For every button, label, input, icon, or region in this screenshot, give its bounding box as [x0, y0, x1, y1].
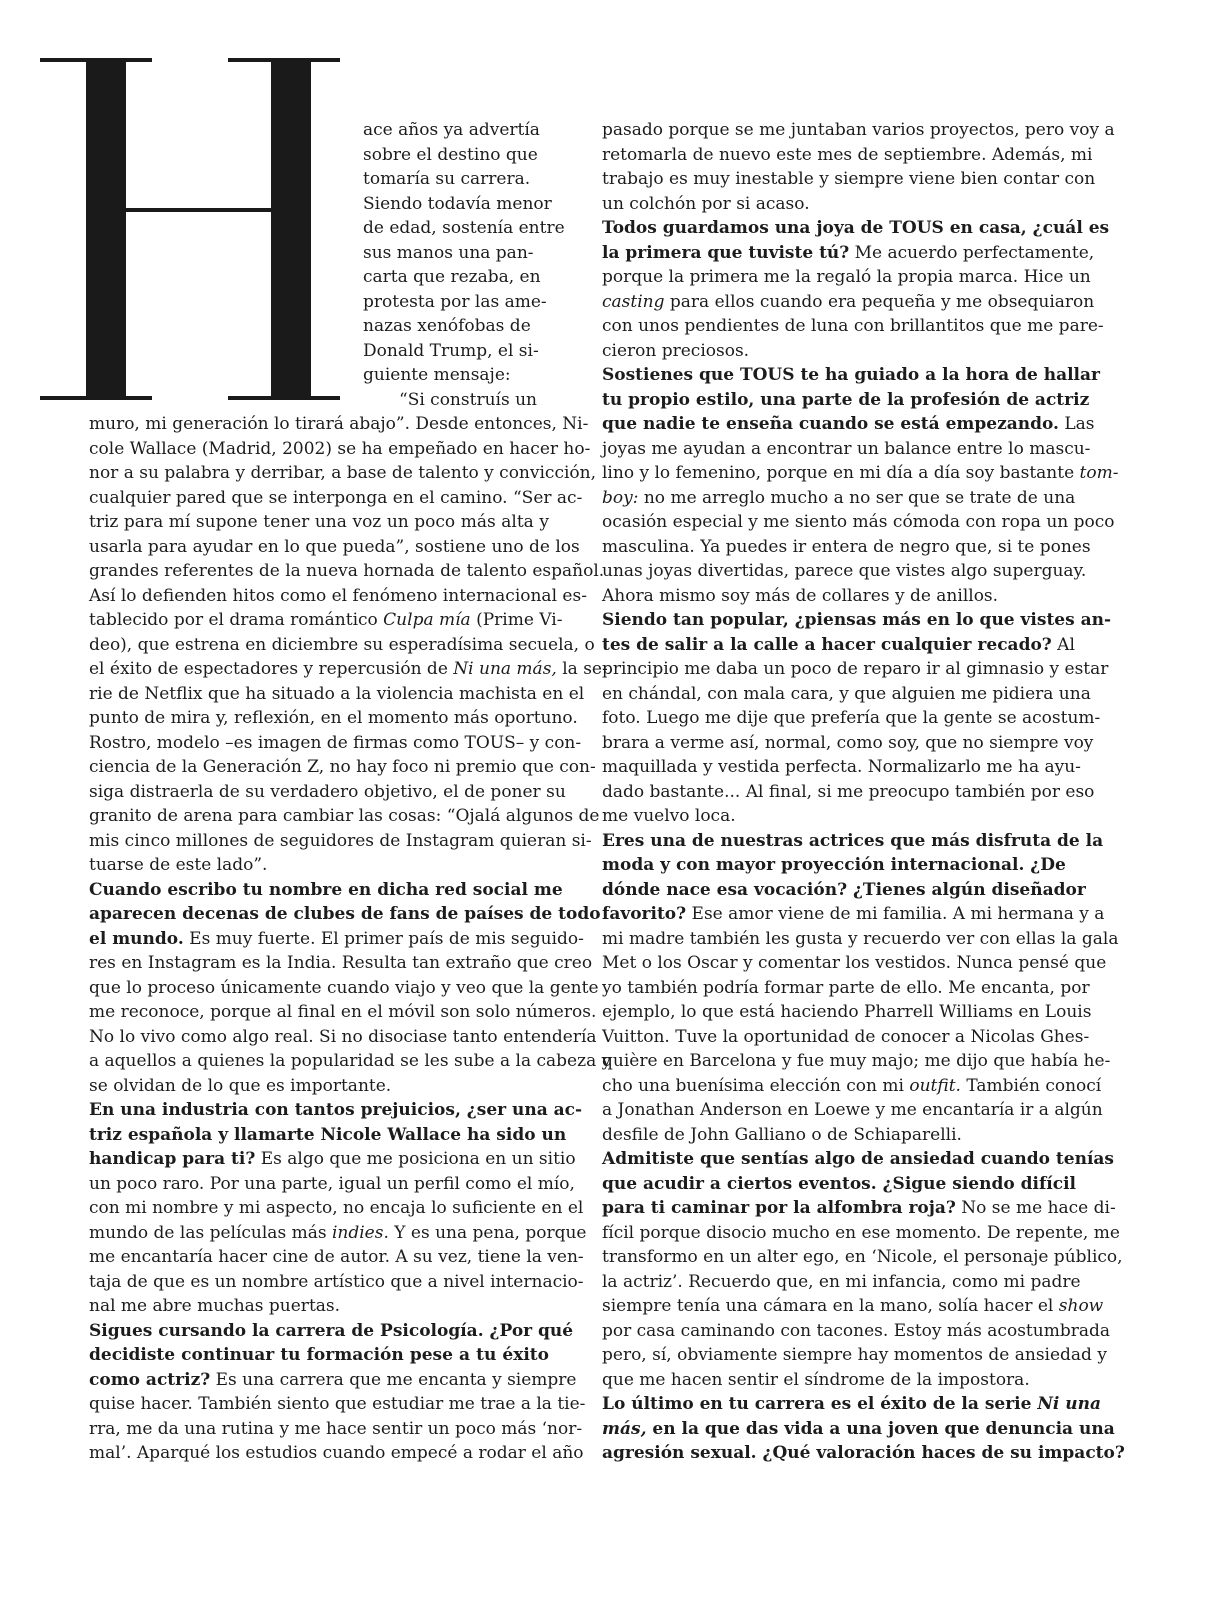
text-line: la primera que tuviste tú? Me acuerdo perfectamente, [602, 242, 1095, 263]
text-line: siempre tenía una cámara en la mano, solía hacer el show [602, 1296, 1104, 1316]
text-line: tomaría su carrera. [363, 169, 531, 189]
text-line: principio me daba un poco de reparo ir al gimnasio y estar [602, 659, 1109, 679]
text-line: quière en Barcelona y fue muy majo; me dijo que había he- [602, 1051, 1111, 1071]
text-line: guiente mensaje: [363, 365, 511, 385]
text-line: como actriz? Es una carrera que me encanta y siempre [89, 1369, 577, 1390]
text-line: la actriz’. Recuerdo que, en mi infancia, como mi padre [602, 1271, 1081, 1292]
text-line: un colchón por si acaso. [602, 193, 810, 214]
text-line: sus manos una pan- [363, 242, 534, 263]
text-line: ciencia de la Generación Z, no hay foco ni premio que con- [89, 757, 596, 777]
text-line: unas joyas divertidas, parece que vistes algo superguay. [602, 561, 1087, 581]
right-column [602, 118, 1125, 1466]
text-line: cole Wallace (Madrid, 2002) se ha empeñado en hacer ho- [89, 438, 591, 459]
text-line: Donald Trump, el si- [363, 340, 539, 361]
text-line: taja de que es un nombre artístico que a nivel internacio- [89, 1271, 584, 1292]
text-line: Todos guardamos una joya de TOUS en casa, ¿cuál es [602, 218, 1110, 238]
text-line: mundo de las películas más indies. Y es una pena, porque [89, 1222, 587, 1243]
text-line: punto de mira y, reflexión, en el momento más oportuno. [89, 708, 578, 728]
text-line: agresión sexual. ¿Qué valoración haces de su impacto? [602, 1443, 1125, 1463]
text-line: desfile de John Galliano o de Schiaparelli. [602, 1124, 962, 1145]
text-line: nor a su palabra y derribar, a base de talento y convicción, [89, 463, 596, 483]
text-line: lino y lo femenino, porque en mi día a día soy bastante tom- [602, 463, 1119, 483]
text-line: me encantaría hacer cine de autor. A su vez, tiene la ven- [89, 1247, 584, 1267]
text-line: sobre el destino que [363, 144, 538, 165]
text-line: res en Instagram es la India. Resulta tan extraño que creo [89, 953, 593, 973]
text-line: que lo proceso únicamente cuando viajo y veo que la gente [89, 977, 599, 998]
text-line: se olvidan de lo que es importante. [89, 1075, 392, 1096]
text-line: trabajo es muy inestable y siempre viene bien contar con [602, 169, 1096, 189]
text-line: el mundo. Es muy fuerte. El primer país de mis seguido- [89, 928, 584, 949]
text-line: decidiste continuar tu formación pese a tu éxito [89, 1345, 549, 1365]
text-line: con mi nombre y mi aspecto, no encaja lo suficiente en el [89, 1198, 584, 1218]
text-line: que acudir a ciertos eventos. ¿Sigue siendo difícil [602, 1173, 1076, 1194]
text-line: deo), que estrena en diciembre su esperadísima secuela, o [89, 634, 595, 655]
text-line: grandes referentes de la nueva hornada de talento español. [89, 561, 605, 581]
text-line: Rostro, modelo –es imagen de firmas como TOUS– y con- [89, 732, 582, 753]
text-line: joyas me ayudan a encontrar un balance entre lo mascu- [602, 438, 1091, 459]
text-line: Vuitton. Tuve la oportunidad de conocer a Nicolas Ghes- [602, 1026, 1090, 1047]
text-line: en chándal, con mala cara, y que alguien me pidiera una [602, 683, 1091, 704]
text-line: retomarla de nuevo este mes de septiembre. Además, mi [602, 144, 1093, 165]
text-line: dado bastante... Al final, si me preocupo también por eso [602, 781, 1095, 802]
text-line: En una industria con tantos prejuicios, ¿ser una ac- [89, 1100, 583, 1120]
text-line: triz española y llamarte Nicole Wallace ha sido un [89, 1124, 567, 1145]
text-line: ocasión especial y me siento más cómoda con ropa un poco [602, 512, 1115, 532]
text-line: moda y con mayor proyección internacional. ¿De [602, 855, 1066, 875]
text-line: pasado porque se me juntaban varios proyectos, pero voy a [602, 120, 1115, 140]
text-line: favorito? Ese amor viene de mi familia. A mi hermana y a [602, 904, 1105, 924]
text-line: siga distraerla de su verdadero objetivo, el de poner su [89, 781, 566, 802]
text-line: dónde nace esa vocación? ¿Tienes algún diseñador [602, 879, 1086, 900]
text-line: de edad, sostenía entre [363, 218, 565, 238]
text-line: Admitiste que sentías algo de ansiedad cuando tenías [602, 1149, 1115, 1169]
text-line: casting para ellos cuando era pequeña y me obsequiaron [602, 291, 1095, 312]
text-line: el éxito de espectadores y repercusión de Ni una más, la se- [89, 659, 608, 679]
text-line: muro, mi generación lo tirará abajo”. Desde entonces, Ni- [89, 414, 589, 434]
text-line: mal’. Aparqué los estudios cuando empecé a rodar el año [89, 1443, 584, 1463]
text-line: Así lo defienden hitos como el fenómeno internacional es- [89, 585, 587, 606]
text-line: ejemplo, lo que está haciendo Pharrell Williams en Louis [602, 1002, 1092, 1022]
text-line: brara a verme así, normal, como soy, que no siempre voy [602, 732, 1094, 753]
text-line: a aquellos a quienes la popularidad se les sube a la cabeza y [89, 1051, 612, 1071]
text-line: con unos pendientes de luna con brillantitos que me pare- [602, 316, 1104, 336]
text-line: boy: no me arreglo mucho a no ser que se trate de una [602, 487, 1076, 508]
text-line: masculina. Ya puedes ir entera de negro que, si te pones [602, 536, 1091, 557]
text-line: granito de arena para cambiar las cosas: “Ojalá algunos de [89, 806, 600, 826]
text-line: “Si construís un [399, 389, 537, 410]
text-line: tu propio estilo, una parte de la profesión de actriz [602, 389, 1090, 410]
text-line: No lo vivo como algo real. Si no disociase tanto entendería [89, 1026, 597, 1047]
text-line: Cuando escribo tu nombre en dicha red social me [89, 879, 563, 900]
text-line: porque la primera me la regaló la propia marca. Hice un [602, 267, 1091, 287]
text-line: cieron preciosos. [602, 340, 750, 361]
text-line: aparecen decenas de clubes de fans de países de todo [89, 904, 601, 924]
text-line: maquillada y vestida perfecta. Normalizarlo me ha ayu- [602, 757, 1081, 777]
text-line: mis cinco millones de seguidores de Instagram quieran si- [89, 830, 592, 851]
text-line: cualquier pared que se interponga en el camino. “Ser ac- [89, 487, 583, 508]
text-line: ace años ya advertía [363, 120, 540, 140]
text-line: triz para mí supone tener una voz un poco más alta y [89, 512, 549, 532]
text-line: Sigues cursando la carrera de Psicología. ¿Por qué [89, 1320, 574, 1341]
text-line: me reconoce, porque al final en el móvil son solo números. [89, 1002, 597, 1022]
text-line: tablecido por el drama romántico Culpa mía (Prime Vi- [89, 610, 563, 630]
text-line: nal me abre muchas puertas. [89, 1296, 341, 1316]
text-line: a Jonathan Anderson en Loewe y me encantaría ir a algún [602, 1100, 1103, 1120]
text-line: rie de Netflix que ha situado a la violencia machista en el [89, 683, 585, 704]
text-line: que nadie te enseña cuando se está empezando. Las [602, 414, 1095, 434]
text-line: para ti caminar por la alfombra roja? No se me hace di- [602, 1198, 1116, 1218]
text-line: Siendo todavía menor [363, 193, 552, 214]
text-line: mi madre también les gusta y recuerdo ver con ellas la gala [602, 928, 1119, 949]
text-line: foto. Luego me dije que prefería que la gente se acostum- [602, 708, 1101, 728]
text-line: fícil porque disocio mucho en ese momento. De repente, me [602, 1222, 1120, 1243]
text-line: carta que rezaba, en [363, 267, 541, 287]
text-line: usarla para ayudar en lo que pueda”, sostiene uno de los [89, 536, 580, 557]
text-line: por casa caminando con tacones. Estoy más acostumbrada [602, 1320, 1110, 1341]
text-line: nazas xenófobas de [363, 316, 531, 336]
text-line: Sostienes que TOUS te ha guiado a la hora de hallar [602, 365, 1100, 385]
text-line: que me hacen sentir el síndrome de la impostora. [602, 1369, 1030, 1390]
left-column [89, 118, 612, 1466]
text-line: un poco raro. Por una parte, igual un perfil como el mío, [89, 1173, 575, 1194]
text-line: cho una buenísima elección con mi outfit. También conocí [602, 1075, 1102, 1096]
text-line: Siendo tan popular, ¿piensas más en lo que vistes an- [602, 610, 1112, 630]
text-line: me vuelvo loca. [602, 806, 736, 826]
text-line: tuarse de este lado”. [89, 855, 268, 875]
text-line: yo también podría formar parte de ello. Me encanta, por [602, 977, 1090, 998]
text-line: Ahora mismo soy más de collares y de anillos. [602, 585, 999, 606]
text-line: protesta por las ame- [363, 291, 547, 312]
text-line: transformo en un alter ego, en ‘Nicole, el personaje público, [602, 1247, 1123, 1267]
text-line: pero, sí, obviamente siempre hay momentos de ansiedad y [602, 1345, 1107, 1365]
text-line: rra, me da una rutina y me hace sentir un poco más ‘nor- [89, 1418, 583, 1439]
text-line: más, en la que das vida a una joven que denuncia una [602, 1418, 1115, 1439]
text-line: quise hacer. También siento que estudiar me trae a la tie- [89, 1394, 586, 1414]
text-line: Eres una de nuestras actrices que más disfruta de la [602, 830, 1104, 851]
text-line: Met o los Oscar y comentar los vestidos. Nunca pensé que [602, 953, 1107, 973]
text-line: Lo último en tu carrera es el éxito de la serie Ni una [602, 1394, 1102, 1414]
text-line: tes de salir a la calle a hacer cualquier recado? Al [602, 634, 1075, 655]
text-line: handicap para ti? Es algo que me posiciona en un sitio [89, 1149, 576, 1169]
